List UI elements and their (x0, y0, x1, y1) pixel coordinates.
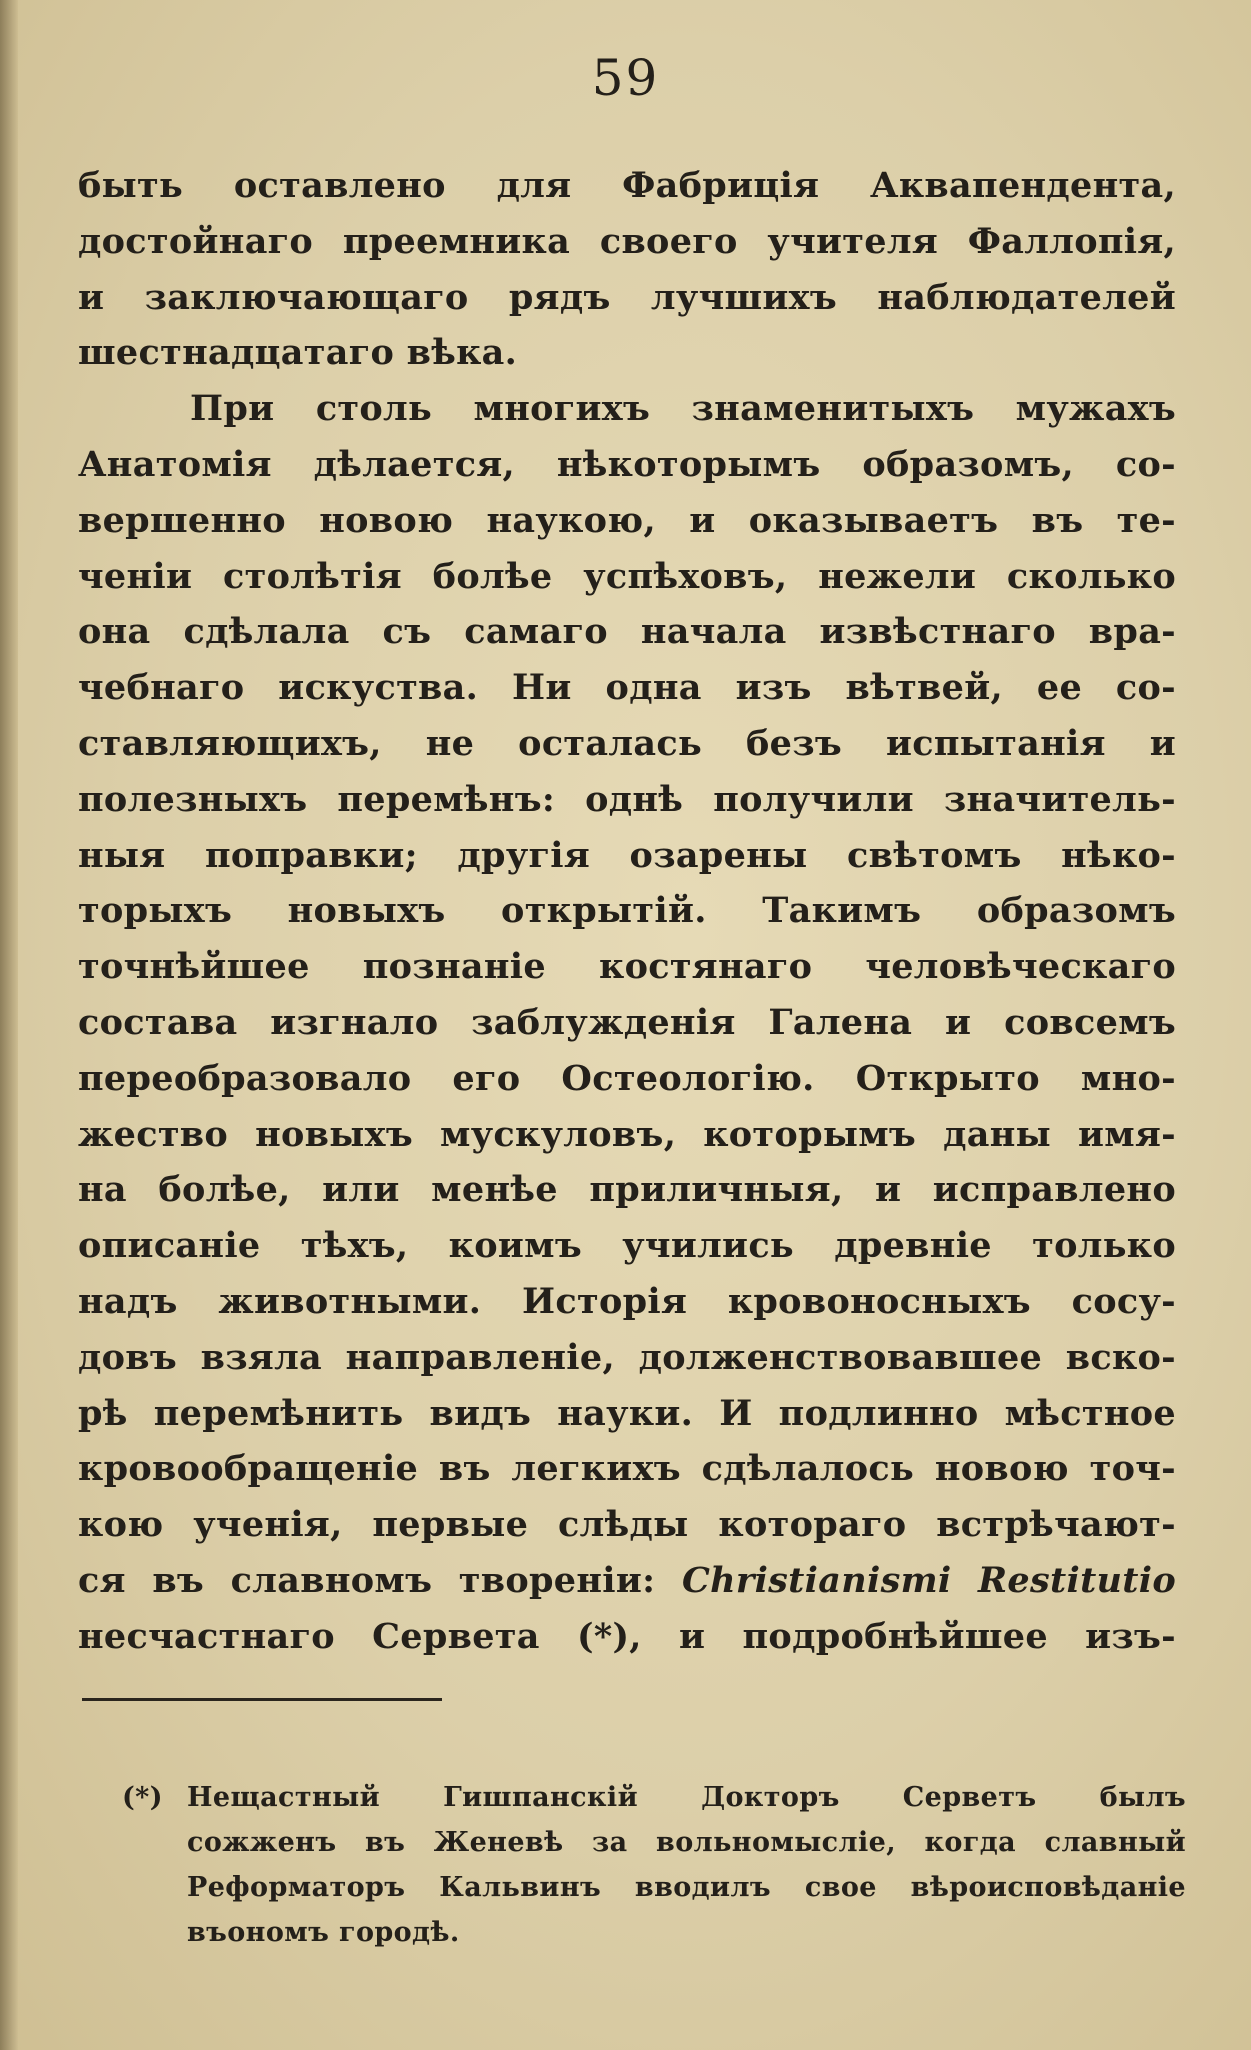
text-line: Анатомія дѣлается, нѣкоторымъ образомъ, со- (78, 443, 1176, 485)
text-line: чебнаго искуства. Ни одна изъ вѣтвей, ее со- (78, 667, 1176, 709)
text-line: кровообращеніе въ легкихъ сдѣлалось новою точ- (78, 1448, 1176, 1490)
footnote (122, 1775, 1186, 1955)
text-line: шестнадцатаго вѣка. (78, 332, 518, 374)
text-line: вершенно новою наукою, и оказываетъ въ те- (78, 499, 1176, 541)
text-line: точнѣйшее познаніе костянаго человѣческаго (78, 946, 1176, 988)
footnote-line-text: Нещастный Гишпанскій Докторъ Серветъ былъ (187, 1782, 1186, 1813)
footnote-line: сожженъ въ Женевѣ за вольномысліе, когда славный (187, 1827, 1186, 1858)
footnote-divider (82, 1698, 442, 1701)
text-line: описаніе тѣхъ, коимъ учились древніе только (78, 1225, 1176, 1267)
text-line: состава изгнало заблужденія Галена и совсемъ (78, 1001, 1176, 1043)
text-line (78, 1553, 1176, 1609)
text-line: достойнаго преемника своего учителя Фаллопія, (78, 220, 1176, 262)
text-line: ставляющихъ, не осталась безъ испытанія и (78, 722, 1176, 764)
page-number: 59 (591, 49, 660, 107)
text-line: торыхъ новыхъ открытій. Такимъ образомъ (78, 890, 1176, 932)
text-line: быть оставлено для Фабриція Аквапендента, (78, 165, 1176, 206)
footnote-line (122, 1775, 1186, 1820)
text-line: ченіи столѣтія болѣе успѣховъ, нежели сколько (78, 555, 1176, 597)
text-line: надъ животными. Исторія кровоносныхъ сосу- (78, 1280, 1176, 1322)
text-line: несчастнаго Сервета (*), и подробнѣйшее изъ- (78, 1615, 1176, 1657)
latin-title: Christianismi Restitutio (681, 1559, 1176, 1601)
text-line: ныя поправки; другія озарены свѣтомъ нѣко- (78, 834, 1176, 876)
text-line: переобразовало его Остеологію. Открыто мно- (78, 1057, 1176, 1099)
text-line: рѣ перемѣнить видъ науки. И подлинно мѣстное (78, 1392, 1176, 1434)
text-line: довъ взяла направленіе, долженствовавшее вско- (78, 1336, 1176, 1378)
text-line: кою ученія, первые слѣды котораго встрѣчают- (78, 1504, 1176, 1546)
text-line: на болѣе, или менѣе приличныя, и исправлено (78, 1169, 1176, 1211)
footnote-marker: (*) (122, 1782, 163, 1813)
text-line: При столь многихъ знаменитыхъ мужахъ (190, 388, 1176, 430)
text-line: и заключающаго рядъ лучшихъ наблюдателей (78, 276, 1176, 318)
text-line: она сдѣлала съ самаго начала извѣстнаго вра- (78, 611, 1176, 653)
body-text (78, 158, 1176, 1665)
text-line-roman: ся въ славномъ твореніи: (78, 1559, 656, 1601)
footnote-line: Реформаторъ Кальвинъ вводилъ свое вѣроисповѣданіе (187, 1872, 1186, 1903)
text-line: полезныхъ перемѣнъ: однѣ получили значитель- (78, 778, 1176, 820)
page-binding-edge (0, 0, 18, 2050)
footnote-line: въономъ городѣ. (187, 1917, 460, 1948)
text-line: жество новыхъ мускуловъ, которымъ даны имя- (78, 1113, 1176, 1155)
